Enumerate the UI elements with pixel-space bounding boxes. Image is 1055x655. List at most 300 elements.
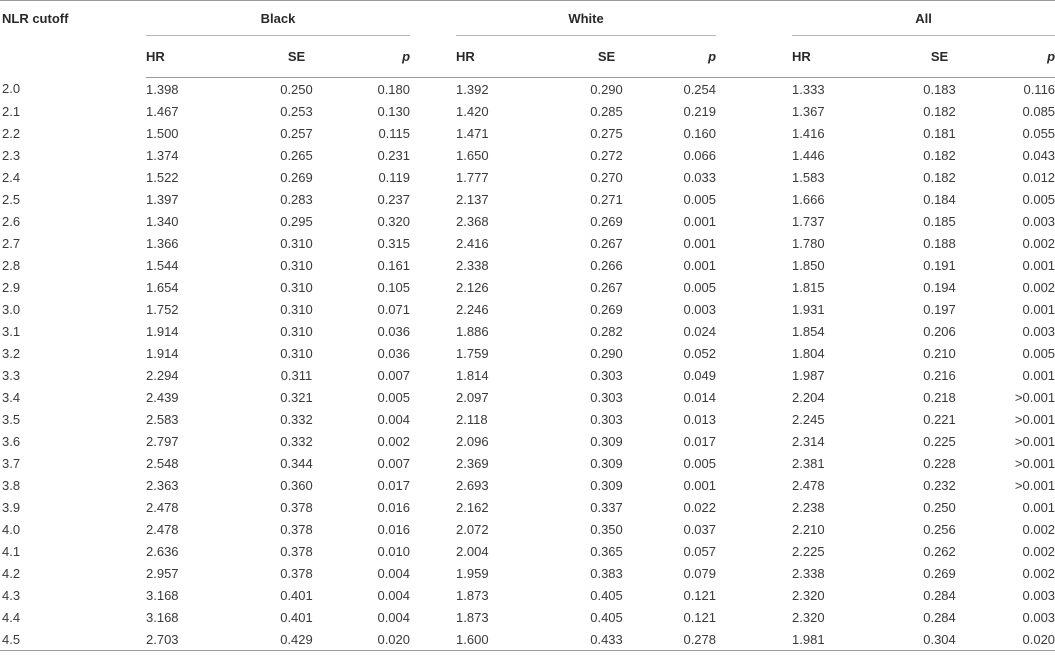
- column-gap: [410, 584, 456, 606]
- column-gap: [716, 342, 792, 364]
- cell-white-hr: 2.118: [456, 411, 488, 427]
- cell-all-se: 0.183: [923, 81, 956, 97]
- cell-all-se: 0.182: [923, 169, 956, 185]
- cell-black-hr: 2.548: [146, 455, 179, 471]
- cell-all-p: 0.001: [1022, 499, 1055, 515]
- cell-black-hr: 2.439: [146, 389, 179, 405]
- cell-white-p: 0.033: [683, 169, 717, 185]
- cell-all-hr: 2.210: [792, 521, 825, 537]
- cell-all-hr: 1.666: [792, 191, 825, 207]
- column-gap: [410, 276, 456, 298]
- column-gap: [410, 166, 456, 188]
- cell-white-hr: 2.368: [456, 213, 489, 229]
- cell-black-hr: 1.398: [146, 81, 179, 97]
- column-gap: [716, 584, 792, 606]
- cell-white-hr: 1.814: [456, 367, 489, 383]
- cell-black-p: 0.130: [377, 103, 411, 119]
- cell-white-se: 0.309: [590, 477, 623, 493]
- cell-nlr-cutoff: 2.8: [2, 257, 21, 273]
- cell-all-p: 0.001: [1022, 301, 1055, 317]
- cell-white-se: 0.405: [590, 587, 623, 603]
- cell-white-p: 0.057: [683, 543, 717, 559]
- cell-nlr-cutoff: 2.4: [2, 169, 21, 185]
- cell-black-p: 0.007: [377, 367, 411, 383]
- header-nlr-cutoff: NLR cutoff: [0, 1, 146, 78]
- cell-all-p: >0.001: [1014, 455, 1055, 471]
- cell-black-p: 0.010: [377, 543, 411, 559]
- cell-all-se: 0.262: [923, 543, 956, 559]
- cell-all-se: 0.284: [923, 609, 956, 625]
- cell-nlr-cutoff: 2.3: [2, 147, 21, 163]
- cell-black-p: 0.002: [377, 433, 411, 449]
- cell-all-se: 0.181: [923, 125, 956, 141]
- cell-all-p: >0.001: [1014, 411, 1055, 427]
- cell-nlr-cutoff: 2.0: [2, 81, 21, 97]
- cell-black-p: 0.004: [377, 587, 411, 603]
- cell-all-se: 0.250: [923, 499, 956, 515]
- cell-all-se: 0.191: [923, 257, 956, 273]
- table-row: [0, 254, 1055, 276]
- column-gap: [716, 540, 792, 562]
- cell-white-hr: 2.004: [456, 543, 489, 559]
- cell-nlr-cutoff: 2.7: [2, 235, 21, 251]
- cell-white-p: 0.052: [683, 345, 717, 361]
- cell-white-hr: 1.471: [456, 125, 489, 141]
- cell-white-p: 0.079: [683, 565, 717, 581]
- cell-black-hr: 3.168: [146, 587, 179, 603]
- cell-all-p: 0.055: [1022, 125, 1055, 141]
- cell-nlr-cutoff: 2.5: [2, 191, 21, 207]
- cell-black-se: 0.429: [246, 628, 347, 651]
- cell-all-p: 0.002: [1022, 235, 1055, 251]
- cell-white-p: 0.001: [683, 235, 717, 251]
- cell-black-hr: 2.583: [146, 411, 179, 427]
- cell-black-hr: 2.797: [146, 433, 179, 449]
- cell-white-se: 0.267: [590, 235, 623, 251]
- table-row: [0, 584, 1055, 606]
- cell-black-p: 0.020: [347, 628, 410, 651]
- column-gap: [716, 628, 792, 651]
- header-black-hr: HR: [146, 36, 246, 78]
- cell-white-se: 0.309: [590, 433, 623, 449]
- column-gap: [716, 100, 792, 122]
- cell-all-hr: 1.333: [792, 81, 825, 97]
- cell-white-hr: 2.126: [456, 279, 489, 295]
- table-row: [0, 430, 1055, 452]
- table-row: [0, 210, 1055, 232]
- cell-nlr-cutoff: 4.3: [2, 587, 21, 603]
- cell-all-se: 0.185: [923, 213, 956, 229]
- cell-black-hr: 1.654: [146, 279, 179, 295]
- cell-black-se: 0.257: [280, 125, 313, 141]
- column-gap: [410, 628, 456, 651]
- cell-nlr-cutoff: 3.4: [2, 389, 21, 405]
- header-white-se: SE: [556, 36, 657, 78]
- cell-white-se: 0.290: [590, 81, 623, 97]
- column-gap: [410, 298, 456, 320]
- cell-white-hr: 1.959: [456, 565, 489, 581]
- cell-white-p: 0.037: [683, 521, 717, 537]
- cell-white-hr: 2.162: [456, 499, 489, 515]
- cell-nlr-cutoff: 4.0: [2, 521, 21, 537]
- cell-all-hr: 2.245: [792, 411, 825, 427]
- cell-black-se: 0.321: [280, 389, 313, 405]
- cell-black-p: 0.005: [377, 389, 411, 405]
- column-gap: [716, 496, 792, 518]
- column-gap: [716, 320, 792, 342]
- cell-white-se: 0.269: [590, 213, 623, 229]
- cell-black-hr: 1.914: [146, 323, 179, 339]
- cell-all-p: 0.003: [1022, 323, 1055, 339]
- cell-all-se: 0.304: [889, 628, 990, 651]
- column-gap: [716, 210, 792, 232]
- cell-black-se: 0.310: [280, 345, 313, 361]
- cell-white-p: 0.049: [683, 367, 717, 383]
- cell-black-se: 0.378: [280, 565, 313, 581]
- cell-nlr-cutoff: 3.2: [2, 345, 21, 361]
- cell-white-p: 0.001: [683, 257, 717, 273]
- cell-white-hr: 2.096: [456, 433, 489, 449]
- cell-black-hr: 1.467: [146, 103, 179, 119]
- cell-all-p: 0.085: [1022, 103, 1055, 119]
- cell-all-hr: 1.987: [792, 367, 825, 383]
- table-row: [0, 606, 1055, 628]
- cell-black-p: 0.115: [378, 125, 411, 141]
- cell-white-p: 0.005: [683, 191, 717, 207]
- cell-white-hr: 1.886: [456, 323, 489, 339]
- cell-white-p: 0.001: [683, 477, 717, 493]
- table-row: [0, 78, 1055, 101]
- cell-white-p: 0.001: [683, 213, 717, 229]
- cell-nlr-cutoff: 4.5: [0, 628, 146, 651]
- cell-all-p: 0.043: [1022, 147, 1055, 163]
- column-gap: [716, 166, 792, 188]
- cell-all-hr: 2.225: [792, 543, 825, 559]
- cell-black-hr: 2.294: [146, 367, 179, 383]
- cell-all-se: 0.188: [923, 235, 956, 251]
- cell-white-hr: 2.137: [456, 191, 489, 207]
- cell-white-p: 0.022: [683, 499, 717, 515]
- table-row: [0, 342, 1055, 364]
- cell-black-p: 0.315: [377, 235, 411, 251]
- cell-black-hr: 2.957: [146, 565, 179, 581]
- cell-black-p: 0.161: [377, 257, 411, 273]
- cell-all-p: >0.001: [1014, 433, 1055, 449]
- cell-black-hr: 1.500: [146, 125, 179, 141]
- column-gap: [716, 386, 792, 408]
- cell-white-hr: 1.392: [456, 81, 489, 97]
- cell-nlr-cutoff: 3.1: [2, 323, 21, 339]
- header-white-hr: HR: [456, 36, 556, 78]
- column-gap: [716, 276, 792, 298]
- cell-all-se: 0.232: [923, 477, 956, 493]
- cell-white-se: 0.337: [590, 499, 623, 515]
- cell-all-p: 0.001: [1022, 257, 1055, 273]
- cell-black-hr: 1.522: [146, 169, 179, 185]
- cell-white-hr: 2.369: [456, 455, 489, 471]
- column-gap: [716, 364, 792, 386]
- table-row: [0, 144, 1055, 166]
- column-gap: [716, 606, 792, 628]
- column-gap: [410, 122, 456, 144]
- cell-black-se: 0.283: [280, 191, 313, 207]
- column-gap: [716, 452, 792, 474]
- cell-all-hr: 2.381: [792, 455, 825, 471]
- cell-black-se: 0.332: [280, 433, 313, 449]
- cell-all-hr: 2.320: [792, 609, 825, 625]
- cell-nlr-cutoff: 2.9: [2, 279, 21, 295]
- cell-white-hr: 1.873: [456, 587, 489, 603]
- cell-white-se: 0.303: [590, 411, 623, 427]
- column-gap: [410, 452, 456, 474]
- cell-white-se: 0.272: [590, 147, 623, 163]
- cell-black-hr: 2.478: [146, 499, 179, 515]
- cell-all-se: 0.225: [923, 433, 956, 449]
- table-row: [0, 496, 1055, 518]
- cell-black-se: 0.332: [280, 411, 313, 427]
- column-gap: [410, 386, 456, 408]
- cell-nlr-cutoff: 4.1: [2, 543, 21, 559]
- header-white-p: p: [657, 36, 716, 78]
- cell-white-hr: 2.416: [456, 235, 489, 251]
- column-gap: [410, 474, 456, 496]
- cell-all-p: 0.005: [1022, 191, 1055, 207]
- cell-all-se: 0.182: [923, 103, 956, 119]
- cell-black-se: 0.344: [280, 455, 313, 471]
- cell-black-se: 0.253: [280, 103, 313, 119]
- cell-all-hr: 1.583: [792, 169, 825, 185]
- cell-black-p: 0.119: [378, 169, 411, 185]
- cell-black-se: 0.250: [280, 81, 313, 97]
- column-gap: [410, 518, 456, 540]
- cell-white-se: 0.405: [590, 609, 623, 625]
- cell-all-hr: 1.854: [792, 323, 825, 339]
- header-all-se: SE: [889, 36, 990, 78]
- cell-all-hr: 1.981: [792, 628, 889, 651]
- table-row: [0, 452, 1055, 474]
- cell-black-p: 0.105: [377, 279, 411, 295]
- cell-all-hr: 1.815: [792, 279, 825, 295]
- cell-all-se: 0.182: [923, 147, 956, 163]
- cell-all-se: 0.206: [923, 323, 956, 339]
- cell-black-se: 0.310: [280, 301, 313, 317]
- column-gap: [410, 606, 456, 628]
- cell-black-hr: 2.703: [146, 628, 246, 651]
- column-gap: [716, 562, 792, 584]
- cell-white-se: 0.267: [590, 279, 623, 295]
- cell-white-se: 0.303: [590, 367, 623, 383]
- cell-black-se: 0.269: [280, 169, 313, 185]
- cell-all-se: 0.256: [923, 521, 956, 537]
- cell-black-se: 0.310: [280, 279, 313, 295]
- column-gap: [716, 78, 792, 101]
- column-gap: [410, 78, 456, 101]
- cell-black-p: 0.237: [377, 191, 411, 207]
- cell-white-se: 0.266: [590, 257, 623, 273]
- cell-all-p: 0.002: [1022, 521, 1055, 537]
- cell-all-p: >0.001: [1014, 389, 1055, 405]
- cell-white-se: 0.303: [590, 389, 623, 405]
- cell-white-hr: 1.600: [456, 628, 556, 651]
- cell-all-hr: 1.850: [792, 257, 825, 273]
- cell-nlr-cutoff: 4.4: [2, 609, 21, 625]
- cell-white-p: 0.121: [683, 587, 717, 603]
- column-gap: [716, 122, 792, 144]
- column-gap: [410, 408, 456, 430]
- column-gap: [716, 232, 792, 254]
- cell-all-hr: 1.804: [792, 345, 825, 361]
- cell-white-p: 0.005: [683, 455, 717, 471]
- cell-nlr-cutoff: 3.7: [2, 455, 21, 471]
- cell-white-se: 0.383: [590, 565, 623, 581]
- cell-black-hr: 2.636: [146, 543, 179, 559]
- cell-nlr-cutoff: 2.6: [2, 213, 21, 229]
- cell-black-se: 0.311: [280, 367, 313, 383]
- table-row: [0, 474, 1055, 496]
- cell-all-hr: 2.314: [792, 433, 825, 449]
- cell-nlr-cutoff: 2.2: [2, 125, 21, 141]
- cell-white-p: 0.066: [683, 147, 717, 163]
- cell-all-hr: 2.478: [792, 477, 825, 493]
- table-row: [0, 540, 1055, 562]
- cell-all-hr: 1.780: [792, 235, 825, 251]
- cell-white-hr: 2.097: [456, 389, 489, 405]
- table-row: [0, 298, 1055, 320]
- cell-all-se: 0.210: [923, 345, 956, 361]
- cell-white-p: 0.017: [683, 433, 717, 449]
- cell-all-se: 0.221: [923, 411, 956, 427]
- cell-black-p: 0.320: [377, 213, 411, 229]
- cell-black-p: 0.004: [377, 411, 411, 427]
- cell-white-se: 0.270: [590, 169, 623, 185]
- column-gap: [716, 188, 792, 210]
- table-row: [0, 100, 1055, 122]
- table-row: [0, 364, 1055, 386]
- cell-white-p: 0.013: [683, 411, 717, 427]
- cell-all-p: 0.002: [1022, 565, 1055, 581]
- cell-black-se: 0.378: [280, 521, 313, 537]
- header-all-p: p: [990, 36, 1055, 78]
- column-gap: [410, 210, 456, 232]
- cell-black-p: 0.007: [377, 455, 411, 471]
- cell-white-hr: 1.759: [456, 345, 489, 361]
- cell-black-hr: 3.168: [146, 609, 179, 625]
- column-gap: [410, 430, 456, 452]
- column-gap: [716, 408, 792, 430]
- column-gap: [410, 188, 456, 210]
- cell-all-hr: 1.931: [792, 301, 825, 317]
- column-gap: [716, 254, 792, 276]
- cell-white-p: 0.254: [683, 81, 717, 97]
- cell-all-p: 0.002: [1022, 279, 1055, 295]
- cell-all-se: 0.194: [923, 279, 956, 295]
- cell-all-hr: 1.367: [792, 103, 825, 119]
- cell-black-p: 0.016: [377, 521, 411, 537]
- cell-black-se: 0.295: [280, 213, 313, 229]
- cell-black-se: 0.360: [280, 477, 313, 493]
- cell-black-p: 0.017: [377, 477, 411, 493]
- cell-all-hr: 2.338: [792, 565, 825, 581]
- cell-all-p: >0.001: [1014, 477, 1055, 493]
- cell-all-hr: 2.238: [792, 499, 825, 515]
- cell-black-hr: 1.752: [146, 301, 179, 317]
- cell-all-se: 0.284: [923, 587, 956, 603]
- table-row: [0, 320, 1055, 342]
- cell-all-hr: 1.446: [792, 147, 825, 163]
- table-row: [0, 122, 1055, 144]
- cell-white-p: 0.160: [683, 125, 717, 141]
- cell-all-p: 0.005: [1022, 345, 1055, 361]
- column-gap: [410, 364, 456, 386]
- cell-white-hr: 2.338: [456, 257, 489, 273]
- cell-all-p: 0.012: [1022, 169, 1055, 185]
- cell-all-se: 0.216: [923, 367, 956, 383]
- column-gap: [716, 474, 792, 496]
- cell-white-se: 0.290: [590, 345, 623, 361]
- cell-black-hr: 1.366: [146, 235, 179, 251]
- cell-all-se: 0.218: [923, 389, 956, 405]
- cell-nlr-cutoff: 3.5: [2, 411, 21, 427]
- cell-nlr-cutoff: 2.1: [2, 103, 21, 119]
- cell-white-hr: 2.246: [456, 301, 489, 317]
- cell-all-p: 0.003: [1022, 609, 1055, 625]
- table-row: [0, 276, 1055, 298]
- cell-black-p: 0.036: [377, 323, 411, 339]
- cell-white-p: 0.003: [683, 301, 717, 317]
- table-row: [0, 408, 1055, 430]
- column-gap: [410, 232, 456, 254]
- cell-black-se: 0.310: [280, 235, 313, 251]
- cell-white-hr: 1.777: [456, 169, 489, 185]
- column-gap: [716, 144, 792, 166]
- column-gap: [410, 496, 456, 518]
- cell-black-hr: 2.363: [146, 477, 179, 493]
- header-black-p: p: [347, 36, 410, 78]
- cell-white-hr: 1.650: [456, 147, 489, 163]
- cell-nlr-cutoff: 3.6: [2, 433, 21, 449]
- table-row: [0, 386, 1055, 408]
- cell-white-se: 0.433: [556, 628, 657, 651]
- cell-all-p: 0.003: [1022, 587, 1055, 603]
- cell-black-p: 0.016: [377, 499, 411, 515]
- cell-white-hr: 2.693: [456, 477, 489, 493]
- column-gap: [410, 320, 456, 342]
- column-gap: [716, 518, 792, 540]
- column-gap: [716, 430, 792, 452]
- column-gap: [410, 144, 456, 166]
- cell-black-p: 0.180: [377, 81, 411, 97]
- table-row: [0, 188, 1055, 210]
- cell-white-se: 0.282: [590, 323, 623, 339]
- cell-black-se: 0.310: [280, 257, 313, 273]
- cell-white-se: 0.275: [590, 125, 623, 141]
- cell-white-se: 0.271: [590, 191, 623, 207]
- table-row: [0, 628, 1055, 651]
- cell-all-se: 0.184: [923, 191, 956, 207]
- table-row: [0, 166, 1055, 188]
- cell-black-hr: 1.544: [146, 257, 179, 273]
- cell-white-hr: 2.072: [456, 521, 489, 537]
- cell-all-p: 0.020: [990, 628, 1055, 651]
- cell-white-p: 0.024: [683, 323, 717, 339]
- cell-white-se: 0.365: [590, 543, 623, 559]
- cell-white-se: 0.309: [590, 455, 623, 471]
- cell-nlr-cutoff: 3.8: [2, 477, 21, 493]
- cell-all-hr: 2.204: [792, 389, 825, 405]
- header-all-hr: HR: [792, 36, 889, 78]
- cell-all-hr: 2.320: [792, 587, 825, 603]
- cell-black-p: 0.036: [377, 345, 411, 361]
